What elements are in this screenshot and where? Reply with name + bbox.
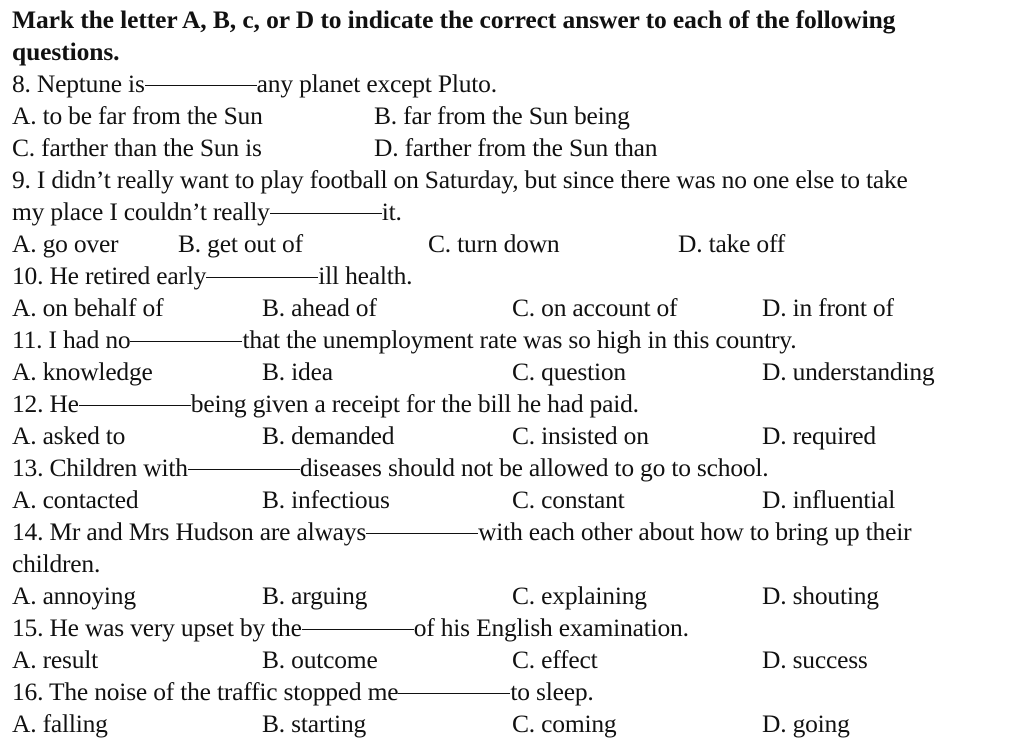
option-a: A. annoying <box>12 581 136 610</box>
question-9-stem-line-2: my place I couldn’t really it. <box>12 197 402 226</box>
option-b: B. demanded <box>262 421 395 450</box>
question-11-stem: 11. I had no that the unemployment rate was so high in this country. <box>12 325 797 354</box>
answer-blank <box>302 628 414 630</box>
option-d: D. understanding <box>762 357 935 386</box>
answer-blank <box>206 276 318 278</box>
question-9-stem-line-1: 9. I didn’t really want to play football on Saturday, but since there was no one else to take <box>12 165 908 194</box>
option-d: D. take off <box>678 229 786 258</box>
option-b: B. ahead of <box>262 293 377 322</box>
answer-blank <box>79 404 191 406</box>
option-a: A. go over <box>12 229 119 258</box>
answer-blank <box>130 340 242 342</box>
answer-blank <box>188 468 300 470</box>
option-a: A. result <box>12 645 99 674</box>
option-d: D. shouting <box>762 581 879 610</box>
option-b: B. arguing <box>262 581 368 610</box>
option-b: B. get out of <box>178 229 303 258</box>
question-13-stem: 13. Children with diseases should not be allowed to go to school. <box>12 453 769 482</box>
question-16-stem: 16. The noise of the traffic stopped me to sleep. <box>12 677 594 706</box>
option-c: C. constant <box>512 485 625 514</box>
answer-blank <box>145 84 257 86</box>
option-d: D. in front of <box>762 293 894 322</box>
option-c: C. explaining <box>512 581 647 610</box>
option-c: C. turn down <box>428 229 560 258</box>
option-b: B. infectious <box>262 485 390 514</box>
option-a: A. to be far from the Sun <box>12 101 263 130</box>
option-b: B. outcome <box>262 645 378 674</box>
answer-blank <box>366 532 478 534</box>
question-14-stem-line-2: children. <box>12 549 101 578</box>
option-a: A. asked to <box>12 421 126 450</box>
question-12-stem: 12. He being given a receipt for the bill he had paid. <box>12 389 639 418</box>
option-d: D. influential <box>762 485 896 514</box>
option-c: C. question <box>512 357 626 386</box>
option-a: A. on behalf of <box>12 293 164 322</box>
question-15-stem: 15. He was very upset by the of his English examination. <box>12 613 689 642</box>
option-c: C. coming <box>512 709 617 738</box>
option-b: B. idea <box>262 357 333 386</box>
question-10-stem: 10. He retired early ill health. <box>12 261 413 290</box>
option-b: B. starting <box>262 709 367 738</box>
option-c: C. farther than the Sun is <box>12 133 262 162</box>
option-d: D. farther from the Sun than <box>374 133 658 162</box>
answer-blank <box>398 692 510 694</box>
option-d: D. required <box>762 421 876 450</box>
instruction-line-2: questions. <box>12 37 120 66</box>
option-c: C. insisted on <box>512 421 649 450</box>
option-c: C. on account of <box>512 293 678 322</box>
option-a: A. falling <box>12 709 108 738</box>
option-a: A. contacted <box>12 485 139 514</box>
answer-blank <box>270 212 382 214</box>
option-d: D. going <box>762 709 850 738</box>
question-8-stem: 8. Neptune is any planet except Pluto. <box>12 69 497 98</box>
option-b: B. far from the Sun being <box>374 101 630 130</box>
option-a: A. knowledge <box>12 357 153 386</box>
instruction-line-1: Mark the letter A, B, c, or D to indicate the correct answer to each of the following <box>12 5 896 34</box>
question-14-stem-line-1: 14. Mr and Mrs Hudson are always with each other about how to bring up their <box>12 517 912 546</box>
option-d: D. success <box>762 645 868 674</box>
option-c: C. effect <box>512 645 598 674</box>
